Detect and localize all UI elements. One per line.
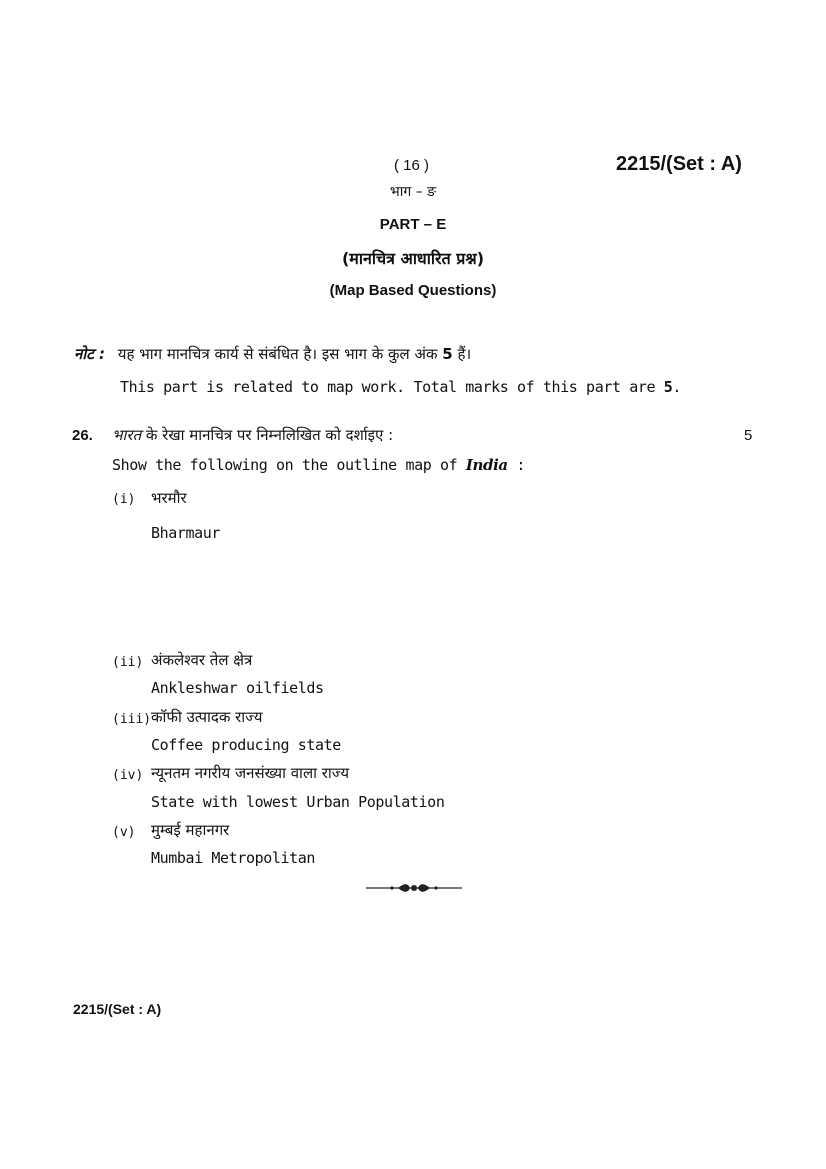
question-text-hindi <box>112 425 393 445</box>
set-code-header: 2215/(Set : A) <box>616 153 742 175</box>
item-5-roman: (v) <box>112 825 136 840</box>
page-number: ( 16 ) <box>394 157 430 174</box>
item-5-english: Mumbai Metropolitan <box>151 849 315 867</box>
note-text-english: This part is related to map work. Total marks of this part are <box>120 378 656 396</box>
item-2-english: Ankleshwar oilfields <box>151 679 324 697</box>
question-end-english: : <box>516 456 525 474</box>
question-number: 26. <box>72 427 93 444</box>
question-text-english <box>112 456 525 474</box>
question-country-hindi: भारत <box>112 426 142 444</box>
end-ornament-icon <box>366 880 462 896</box>
item-1-hindi: भरमौर <box>151 489 187 507</box>
part-subtitle-hindi: (मानचित्र आधारित प्रश्न) <box>341 249 485 268</box>
set-code-footer: 2215/(Set : A) <box>73 1001 162 1017</box>
question-marks: 5 <box>744 427 753 444</box>
item-4-hindi: न्यूनतम नगरीय जनसंख्या वाला राज्य <box>151 764 350 782</box>
item-3-hindi: कॉफी उत्पादक राज्य <box>151 708 263 726</box>
part-subtitle-english: (Map Based Questions) <box>329 282 497 299</box>
note-marks-hindi: 5 <box>442 345 453 363</box>
note-hindi <box>74 344 471 364</box>
note-label: नोट : <box>74 345 105 363</box>
note-text-hindi-end: हैं। <box>457 345 472 363</box>
note-text-english-end: . <box>672 378 682 396</box>
item-5-hindi: मुम्बई महानगर <box>151 821 230 839</box>
question-country-english: India <box>465 456 508 474</box>
part-title-hindi: भाग – ङ <box>389 184 437 200</box>
note-marks-english: 5 <box>663 378 673 396</box>
note-english <box>120 378 681 396</box>
item-2-hindi: अंकलेश्वर तेल क्षेत्र <box>151 651 253 669</box>
part-title-english: PART – E <box>379 216 447 233</box>
item-1-english: Bharmaur <box>151 524 221 542</box>
item-4-english: State with lowest Urban Population <box>151 793 445 811</box>
item-4-roman: (iv) <box>112 768 144 783</box>
item-1-roman: (i) <box>112 492 136 507</box>
item-2-roman: (ii) <box>112 655 144 670</box>
note-text-hindi: यह भाग मानचित्र कार्य से संबंधित है। इस भाग के कुल अंक <box>117 345 438 363</box>
question-body-hindi: के रेखा मानचित्र पर निम्नलिखित को दर्शाइए : <box>145 426 394 444</box>
question-body-english: Show the following on the outline map of <box>112 456 458 474</box>
item-3-roman: (iii) <box>112 712 152 727</box>
item-3-english: Coffee producing state <box>151 736 341 754</box>
